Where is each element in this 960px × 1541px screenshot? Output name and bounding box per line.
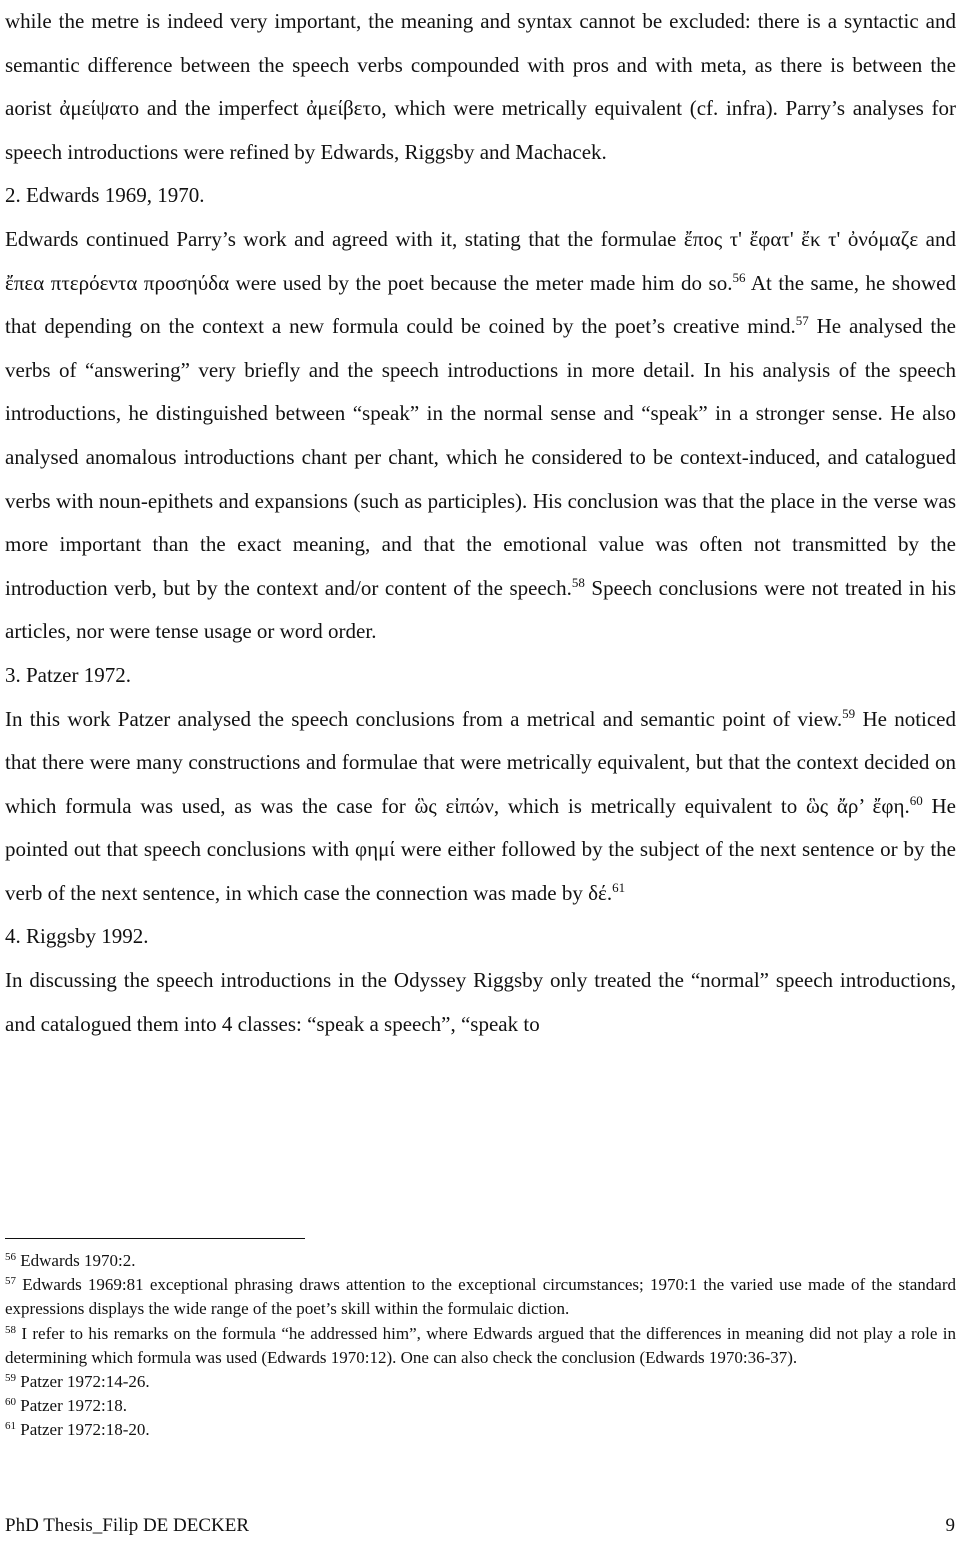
footnote-text: Edwards 1970:2. (16, 1251, 136, 1270)
footnote-text: Patzer 1972:18. (16, 1396, 127, 1416)
footnote-ref-59: 59 (842, 705, 856, 721)
footnote-number: 59 (5, 1372, 16, 1385)
footnote (5, 1273, 956, 1321)
footnote-text: I refer to his remarks on the formula “he addressed him”, where Edwards argued that the differences in meaning did not play a role in determining which formula was used (Edwards 1970:12). One can also check the conclusion (Edwards 1970:36-37). (5, 1323, 956, 1367)
page-number: 9 (945, 1515, 955, 1536)
footnote-number: 56 (5, 1251, 16, 1263)
footnotes (5, 1249, 956, 1443)
footnote-text: Edwards 1969:81 exceptional phrasing draws attention to the exceptional circumstances; 1970:1 the varied use made of the standard expressions displays the wide range of the poet’s skill within the formulaic diction. (5, 1275, 956, 1319)
footnote-ref-58: 58 (571, 574, 585, 590)
footnote-number: 61 (5, 1420, 16, 1433)
footnote-number: 58 (5, 1323, 16, 1336)
footnote-number: 60 (5, 1396, 16, 1409)
heading-patzer: 3. Patzer 1972. (5, 662, 131, 687)
footnote-text: Patzer 1972:14-26. (16, 1372, 150, 1392)
paragraph-edwards: Edwards continued Parry’s work and agreed with it, stating that the formulae ἔπος τ' ἔφατ' ἔκ τ' ὀνόμαζε and ἔπεα πτερόεντα προσηύδα were used by the poet because the meter made him do so.$^{56}$ At the same, he showed that depending on the context a new formula could be coined by the poet’s creative mind.$^{57}$ He analysed the verbs of “answering” very briefly and the speech introductions in more detail. In his analysis of the speech introductions, he distinguished between “speak” in the normal sense and “speak” in a stronger sense. He also analysed anomalous introductions chant per chant, which he considered to be context-induced, and catalogued verbs with noun-epithets and expansions (such as participles). His conclusion was that the place in the verse was more important than the exact meaning, and that the emotional value was often not transmitted by the introduction verb, but by the context and/or content of the speech.$^{58}$ Speech conclusions were not treated in his articles, nor were tense usage or word order. (5, 226, 956, 644)
footnote-number: 57 (5, 1275, 16, 1288)
footnote-ref-60: 60 (909, 792, 923, 808)
footnote-ref-61: 61 (612, 879, 626, 895)
footnote-text: Patzer 1972:18-20. (16, 1420, 150, 1440)
main-text (5, 0, 956, 1046)
heading-riggsby: 4. Riggsby 1992. (5, 924, 149, 949)
footnote (5, 1418, 956, 1442)
footnote-ref-56: 56 (732, 269, 746, 285)
paragraph-riggsby: In discussing the speech introductions in the Odyssey Riggsby only treated the “normal” speech introductions, and catalogued them into 4 classes: “speak a speech”, “speak to (5, 968, 956, 1036)
footnote (5, 1249, 956, 1273)
heading-edwards: 2. Edwards 1969, 1970. (5, 183, 205, 208)
footnote-separator (5, 1238, 305, 1239)
paragraph-parry-refined: while the metre is indeed very important, the meaning and syntax cannot be excluded: there is a syntactic and semantic difference between the speech verbs compounded with pros and with meta, as there is between the aorist ἀμείψατο and the imperfect ἀμείβετο, which were metrically equivalent (cf. infra). Parry’s analyses for speech introductions were refined by Edwards, Riggsby and Machacek. (5, 9, 956, 164)
footer-author: PhD Thesis_Filip DE DECKER (5, 1515, 250, 1536)
footnote-ref-57: 57 (795, 313, 809, 329)
footnote (5, 1394, 956, 1418)
paragraph-patzer: In this work Patzer analysed the speech conclusions from a metrical and semantic point of view.$^{59}$ He noticed that there were many constructions and formulae that were metrically equivalent, but that the context decided on which formula was used, as was the case for ὣς εἰπών, which is metrically equivalent to ὣς ἄρ’ ἔφη.$^{60}$ He pointed out that speech conclusions with φημί were either followed by the subject of the next sentence or by the verb of the next sentence, in which case the connection was made by δέ.$^{61}$ (5, 705, 957, 905)
footnote (5, 1322, 956, 1370)
footnote (5, 1370, 956, 1394)
